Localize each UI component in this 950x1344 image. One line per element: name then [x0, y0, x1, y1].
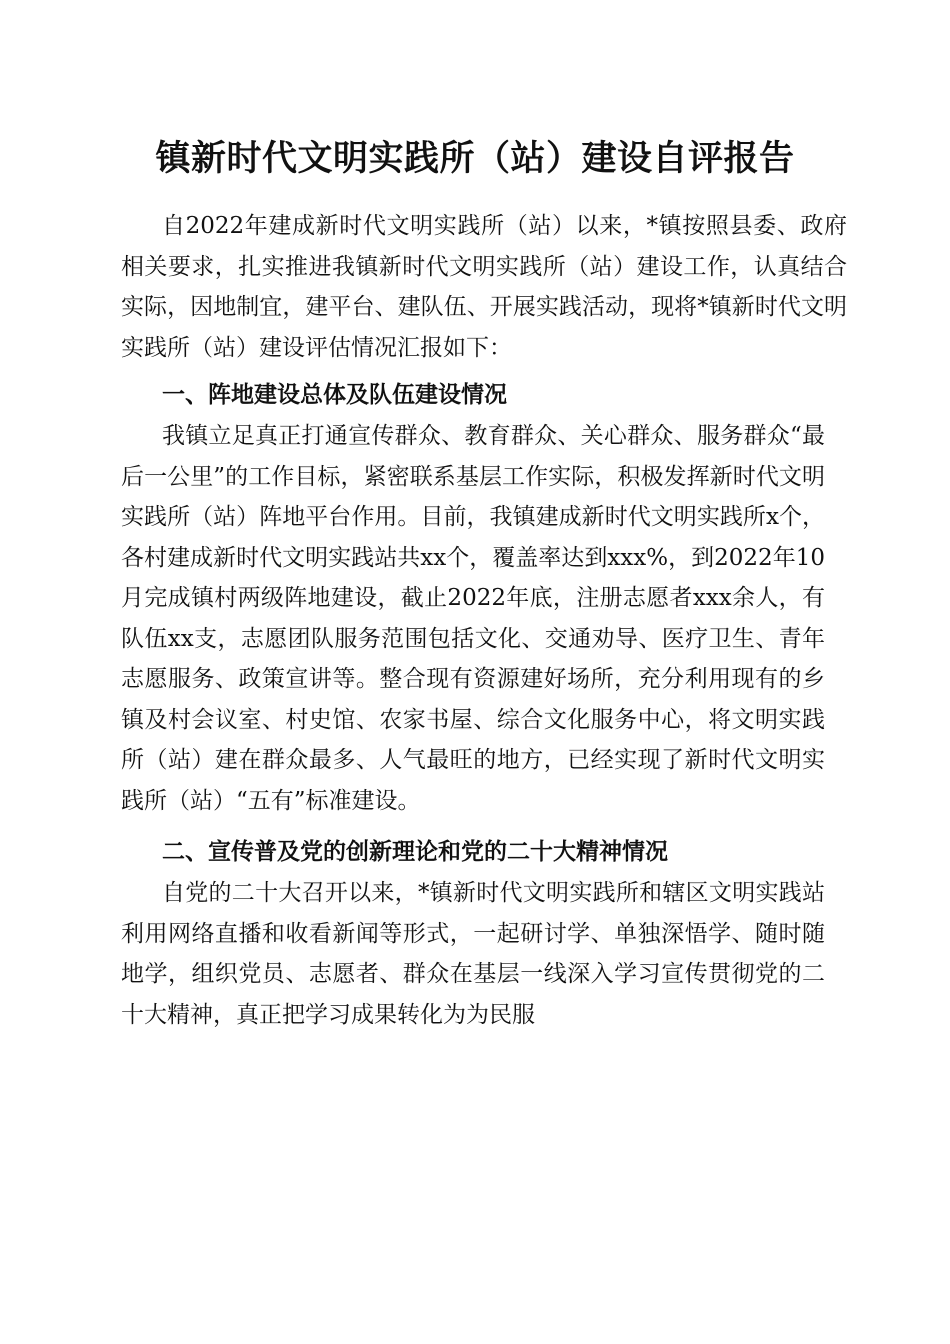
document-body	[121, 206, 847, 1035]
section-2-paragraph: 自党的二十大召开以来，*镇新时代文明实践所和辖区文明实践站利用网络直播和收看新闻等形式，一起研讨学、单独深悟学、随时随地学，组织党员、志愿者、群众在基层一线深入学习宣传贯彻党的二十大精神，真正把学习成果转化为为民服	[121, 880, 825, 1028]
document-title: 镇新时代文明实践所（站）建设自评报告	[155, 138, 795, 179]
section-1-paragraph: 我镇立足真正打通宣传群众、教育群众、关心群众、服务群众“最后一公里”的工作目标，紧密联系基层工作实际，积极发挥新时代文明实践所（站）阵地平台作用。目前，我镇建成新时代文明实践所x个，各村建成新时代文明实践站共xx个，覆盖率达到xxx%，到2022年10月完成镇村两级阵地建设，截止2022年底，注册志愿者xxx余人，有队伍xx支，志愿团队服务范围包括文化、交通劝导、医疗卫生、青年志愿服务、政策宣讲等。整合现有资源建好场所，充分利用现有的乡镇及村会议室、村史馆、农家书屋、综合文化服务中心，将文明实践所（站）建在群众最多、人气最旺的地方，已经实现了新时代文明实践所（站）“五有”标准建设。	[121, 423, 825, 814]
section-2-heading: 二、宣传普及党的创新理论和党的二十大精神情况	[162, 839, 668, 865]
section-1-heading: 一、阵地建设总体及队伍建设情况	[162, 382, 507, 408]
intro-paragraph: 自2022年建成新时代文明实践所（站）以来，*镇按照县委、政府相关要求，扎实推进我镇新时代文明实践所（站）建设工作，认真结合实际，因地制宜，建平台、建队伍、开展实践活动，现将*镇新时代文明实践所（站）建设评估情况汇报如下：	[121, 213, 847, 361]
